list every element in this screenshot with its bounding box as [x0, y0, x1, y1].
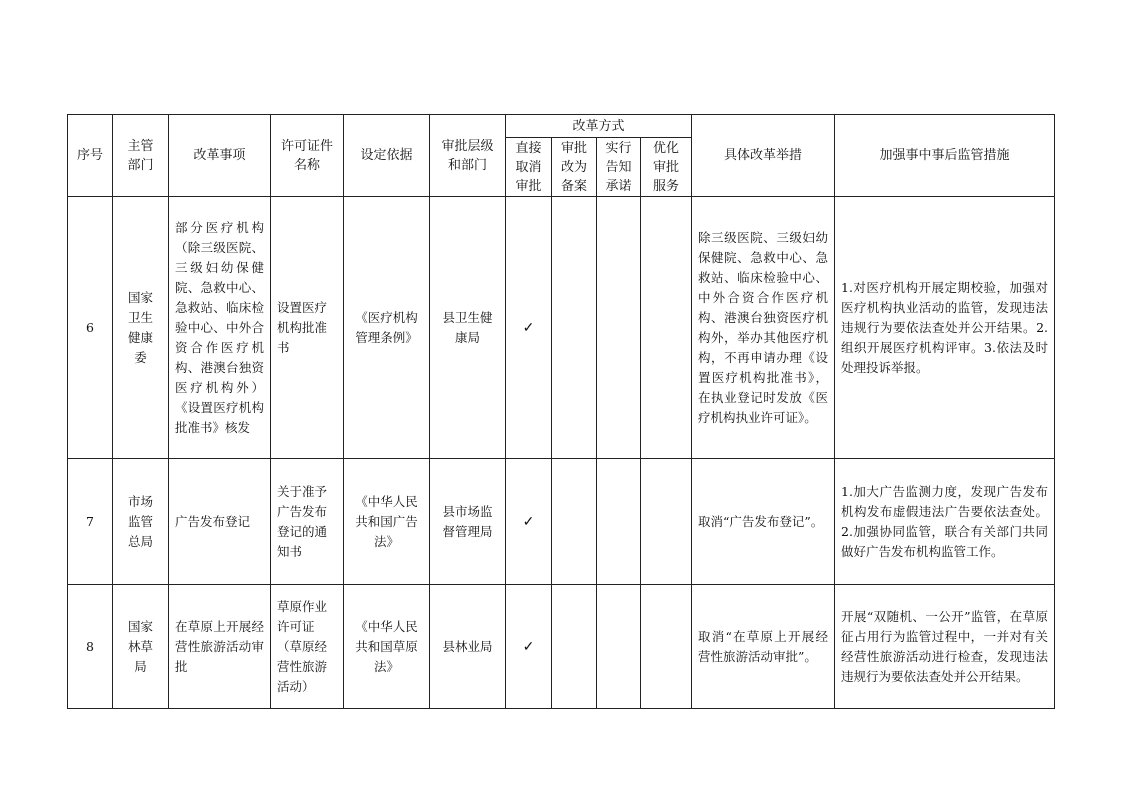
reform-table: [67, 114, 1055, 709]
row-check-cancel: ✓: [506, 585, 552, 709]
header-dept: 主管 部门: [113, 115, 169, 197]
header-item: 改革事项: [169, 115, 271, 197]
table-row: [68, 459, 1055, 585]
row-check-notify: [597, 585, 641, 709]
row-measures: 取消“广告发布登记”。: [692, 459, 835, 585]
row-level: 县林业局: [430, 585, 506, 709]
header-seq: 序号: [68, 115, 113, 197]
table-row: [68, 585, 1055, 709]
header-supervision: 加强事中事后监管措施: [835, 115, 1055, 197]
row-license: 草原作业 许可证 （草原经 营性旅游 活动）: [271, 585, 344, 709]
row-basis: 《医疗机构 管理条例》: [344, 197, 430, 459]
row-basis: 《中华人民 共和国草原 法》: [344, 585, 430, 709]
row-seq: 6: [68, 197, 113, 459]
row-license: 设置医疗 机构批准 书: [271, 197, 344, 459]
row-check-filing: [552, 197, 597, 459]
header-method-notify: 实行 告知 承诺: [597, 138, 641, 197]
row-check-optimize: [641, 459, 692, 585]
row-level: 县市场监 督管理局: [430, 459, 506, 585]
row-check-notify: [597, 197, 641, 459]
row-item: 广告发布登记: [169, 459, 271, 585]
row-supervision: 1.对医疗机构开展定期校验，加强对医疗机构执业活动的监管，发现违法违规行为要依法查处并公开结果。2.组织开展医疗机构评审。3.依法及时处理投诉举报。: [835, 197, 1055, 459]
table-row: [68, 197, 1055, 459]
row-basis: 《中华人民 共和国广告 法》: [344, 459, 430, 585]
row-check-filing: [552, 459, 597, 585]
header-method-cancel: 直接 取消 审批: [506, 138, 552, 197]
row-item: 部分医疗机构（除三级医院、三级妇幼保健院、急救中心、急救站、临床检验中心、中外合资合作医疗机构、港澳台独资医疗机构外）《设置医疗机构批准书》核发: [169, 197, 271, 459]
row-check-notify: [597, 459, 641, 585]
row-level: 县卫生健 康局: [430, 197, 506, 459]
row-seq: 8: [68, 585, 113, 709]
row-dept: 国家 卫生 健康 委: [113, 197, 169, 459]
row-item: 在草原上开展经营性旅游活动审批: [169, 585, 271, 709]
row-dept: 市场 监管 总局: [113, 459, 169, 585]
row-seq: 7: [68, 459, 113, 585]
row-measures: 除三级医院、三级妇幼保健院、急救中心、急救站、临床检验中心、中外合资合作医疗机构、港澳台独资医疗机构外，举办其他医疗机构，不再申请办理《设置医疗机构批准书》，在执业登记时发放《医疗机构执业许可证》。: [692, 197, 835, 459]
row-dept: 国家 林草 局: [113, 585, 169, 709]
row-check-filing: [552, 585, 597, 709]
header-method-group: 改革方式: [506, 115, 692, 138]
table-header: [68, 115, 1055, 197]
row-check-cancel: ✓: [506, 459, 552, 585]
header-level: 审批层级 和部门: [430, 115, 506, 197]
header-measures: 具体改革举措: [692, 115, 835, 197]
header-basis: 设定依据: [344, 115, 430, 197]
header-method-optimize: 优化 审批 服务: [641, 138, 692, 197]
row-measures: 取消“在草原上开展经营性旅游活动审批”。: [692, 585, 835, 709]
row-check-optimize: [641, 585, 692, 709]
header-method-filing: 审批 改为 备案: [552, 138, 597, 197]
row-supervision: 1.加大广告监测力度，发现广告发布机构发布虚假违法广告要依法查处。2.加强协同监管，联合有关部门共同做好广告发布机构监管工作。: [835, 459, 1055, 585]
row-license: 关于准予 广告发布 登记的通 知书: [271, 459, 344, 585]
row-check-cancel: ✓: [506, 197, 552, 459]
row-supervision: 开展“双随机、一公开”监管，在草原征占用行为监管过程中，一并对有关经营性旅游活动进行检查，发现违法违规行为要依法查处并公开结果。: [835, 585, 1055, 709]
row-check-optimize: [641, 197, 692, 459]
header-license: 许可证件 名称: [271, 115, 344, 197]
